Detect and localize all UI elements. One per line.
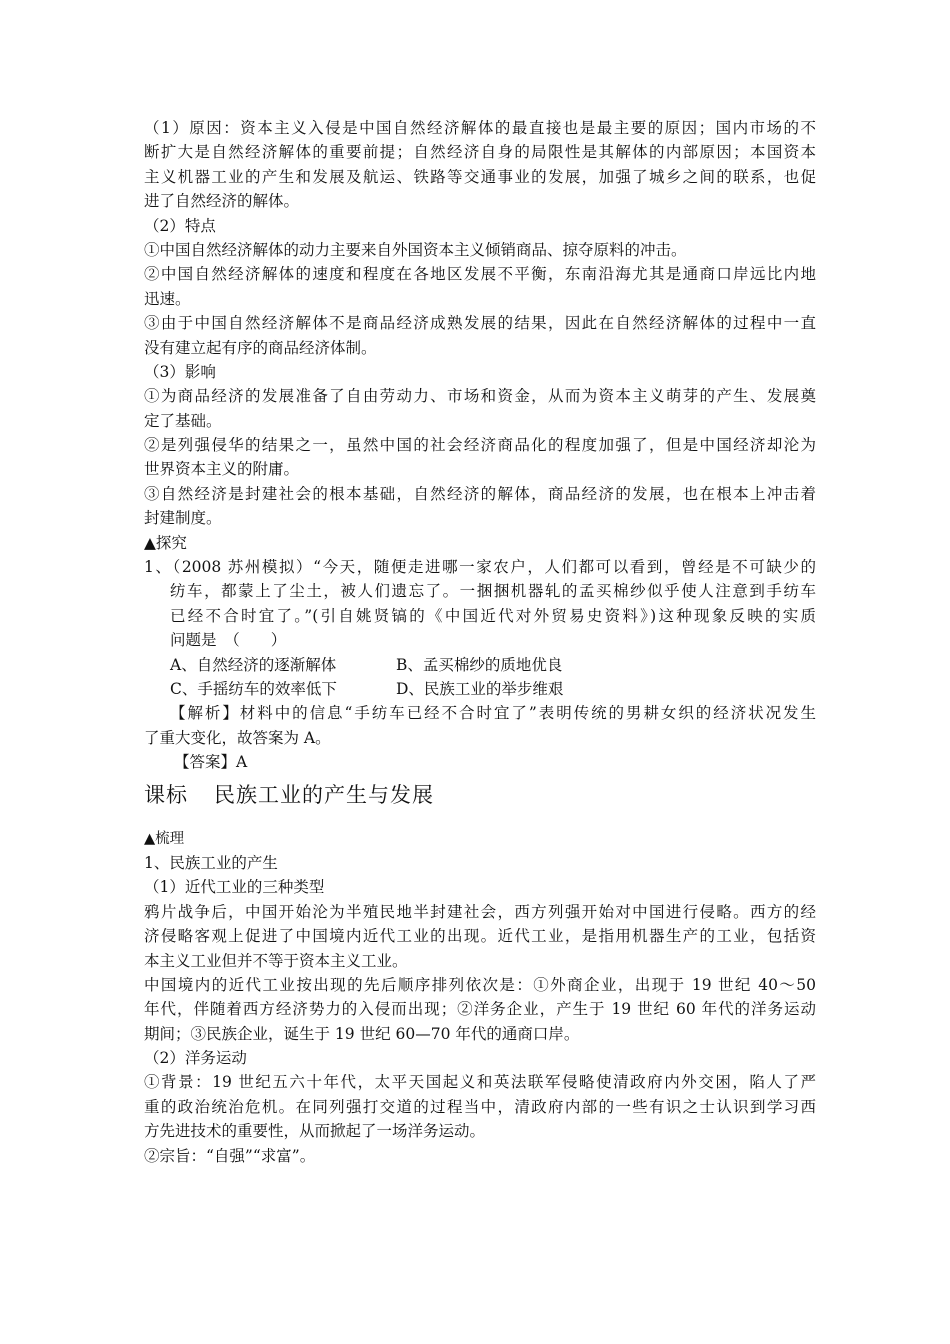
text-line: 封建制度。 <box>144 509 222 528</box>
options-row <box>144 653 816 677</box>
outline-heading: ▲梳理 <box>144 830 185 847</box>
features-heading: （2）特点 <box>144 216 216 235</box>
text-line: ②是列强侵华的结果之一，虽然中国的社会经济商品化的程度加强了，但是中国经济却沦为 <box>144 436 816 455</box>
text-line: 中国境内的近代工业按出现的先后顺序排列依次是：①外商企业，出现于 19 世纪 40～50 <box>144 975 816 994</box>
subheading: （1）近代工业的三种类型 <box>144 878 325 897</box>
text-line: 重的政治统治危机。在同列强打交道的过程当中，清政府内部的一些有识之士认识到学习西 <box>144 1097 816 1116</box>
text-line: 主义机器工业的产生和发展及航运、铁路等交通事业的发展，加强了城乡之间的联系，也促 <box>144 167 816 186</box>
option-d: D、民族工业的举步维艰 <box>396 679 564 698</box>
text-line: ②宗旨：“自强”“求富”。 <box>144 1146 316 1165</box>
text-line: ①背景：19 世纪五六十年代，太平天国起义和英法联军侵略使清政府内外交困，陷人了严 <box>144 1073 816 1092</box>
analysis-line: 了重大变化，故答案为 A。 <box>144 728 331 747</box>
text-line: ①为商品经济的发展准备了自由劳动力、市场和资金，从而为资本主义萌芽的产生、发展奠 <box>144 387 816 406</box>
question-line: 已经不合时宜了。”(引自姚贤镐的《中国近代对外贸易史资料》)这种现象反映的实质 <box>170 606 816 625</box>
options-row <box>144 677 816 701</box>
analysis-line: 【解析】材料中的信息“手纺车已经不合时宜了”表明传统的男耕女织的经济状况发生 <box>170 704 816 723</box>
subheading: 1、民族工业的产生 <box>144 853 278 872</box>
text-line: 方先进技术的重要性，从而掀起了一场洋务运动。 <box>144 1122 486 1141</box>
question-line: 问题是 （ ） <box>170 631 287 650</box>
text-line: 世界资本主义的附庸。 <box>144 460 300 479</box>
impact-list <box>144 384 816 530</box>
text-line: 断扩大是自然经济解体的重要前提；自然经济自身的局限性是其解体的内部原因；本国资本 <box>144 143 816 162</box>
text-line: 没有建立起有序的商品经济体制。 <box>144 338 377 357</box>
answer-line: 【答案】A <box>174 753 248 772</box>
paragraph <box>144 900 816 973</box>
text-line: 济侵略客观上促进了中国境内近代工业的出现。近代工业，是指用机器生产的工业，包括资 <box>144 927 816 946</box>
explore-heading: ▲探究 <box>144 533 187 552</box>
features-list <box>144 238 816 360</box>
option-b: B、孟买棉纱的质地优良 <box>396 655 563 674</box>
option-a: A、自然经济的逐渐解体 <box>170 655 337 674</box>
text-line: （1）原因：资本主义入侵是中国自然经济解体的最直接也是最主要的原因；国内市场的不 <box>144 119 816 137</box>
section-label: 课标 <box>144 782 188 807</box>
text-line: 迅速。 <box>144 289 191 308</box>
section-title-text: 民族工业的产生与发展 <box>214 782 434 807</box>
question-line: 1、（2008 苏州模拟）“今天，随便走进哪一家农户，人们都可以看到，曾经是不可缺少的 <box>144 558 816 577</box>
text-line: ②中国自然经济解体的速度和程度在各地区发展不平衡，东南沿海尤其是通商口岸远比内地 <box>144 265 816 284</box>
impact-heading: （3）影响 <box>144 362 216 381</box>
text-line: 年代，伴随着西方经济势力的入侵而出现；②洋务企业，产生于 19 世纪 60 年代的洋务运动 <box>144 1000 816 1019</box>
cause-paragraph <box>144 116 816 214</box>
section-title <box>144 781 816 809</box>
text-line: 定了基础。 <box>144 411 222 430</box>
text-line: 鸦片战争后，中国开始沦为半殖民地半封建社会，西方列强开始对中国进行侵略。西方的经 <box>144 902 816 921</box>
document-page <box>144 116 816 1168</box>
text-line: ③自然经济是封建社会的根本基础，自然经济的解体，商品经济的发展，也在根本上冲击着 <box>144 484 816 503</box>
text-line: 进了自然经济的解体。 <box>144 192 300 211</box>
text-line: ③由于中国自然经济解体不是商品经济成熟发展的结果，因此在自然经济解体的过程中一直 <box>144 314 816 333</box>
paragraph <box>144 973 816 1046</box>
option-c: C、手摇纺车的效率低下 <box>170 679 337 698</box>
question-block <box>144 555 816 775</box>
paragraph <box>144 1070 816 1143</box>
question-line: 纺车，都蒙上了尘土，被人们遗忘了。一捆捆机器轧的孟买棉纱似乎使人注意到手纺车 <box>170 582 816 601</box>
text-line: 期间；③民族企业，诞生于 19 世纪 60—70 年代的通商口岸。 <box>144 1024 580 1043</box>
text-line: 本主义工业但并不等于资本主义工业。 <box>144 951 408 970</box>
text-line: ①中国自然经济解体的动力主要来自外国资本主义倾销商品、掠夺原料的冲击。 <box>144 240 687 259</box>
subheading: （2）洋务运动 <box>144 1049 247 1068</box>
